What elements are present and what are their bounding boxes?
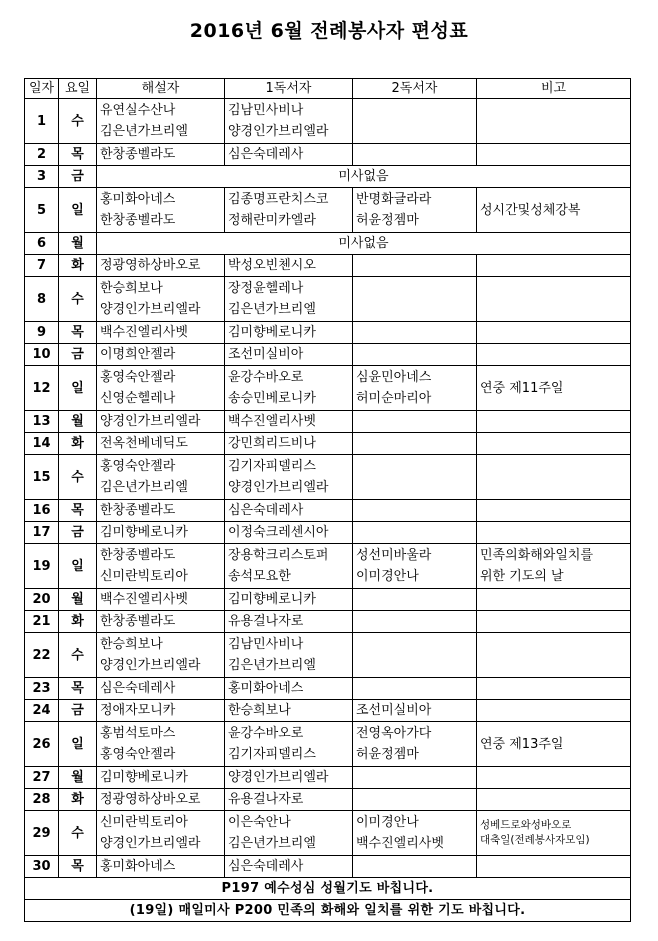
reader-1-cell bbox=[225, 500, 353, 522]
date-cell: 14 bbox=[25, 433, 59, 455]
weekday-cell: 수 bbox=[59, 277, 97, 322]
footer-row-1 bbox=[25, 878, 631, 900]
reader-1-cell bbox=[225, 433, 353, 455]
reader-1-cell bbox=[225, 144, 353, 166]
name-line: 홍미화아네스 bbox=[100, 859, 176, 874]
table-row bbox=[25, 166, 631, 188]
weekday-cell: 화 bbox=[59, 433, 97, 455]
name-line: 송승민베로니카 bbox=[228, 391, 316, 406]
name-line: 한창종벨라도 bbox=[100, 503, 176, 518]
remarks-cell bbox=[477, 522, 631, 544]
commentator-cell bbox=[97, 789, 225, 811]
date-cell: 22 bbox=[25, 633, 59, 678]
weekday-cell: 월 bbox=[59, 767, 97, 789]
table-row bbox=[25, 255, 631, 277]
name-line: 유용걸나자로 bbox=[228, 792, 304, 807]
reader-2-cell bbox=[353, 633, 477, 678]
date-cell: 5 bbox=[25, 188, 59, 233]
name-line: 한승희보나 bbox=[100, 281, 163, 296]
table-row bbox=[25, 789, 631, 811]
name-line: 윤강수바오로 bbox=[228, 726, 304, 741]
reader-1-cell bbox=[225, 455, 353, 500]
date-cell: 2 bbox=[25, 144, 59, 166]
remarks-cell bbox=[477, 455, 631, 500]
reader-1-cell bbox=[225, 344, 353, 366]
name-line: 전영옥아가다 bbox=[356, 726, 432, 741]
name-line: 홍미화아네스 bbox=[228, 681, 304, 696]
remarks-cell bbox=[477, 678, 631, 700]
remarks-cell bbox=[477, 500, 631, 522]
name-line: 한승희보나 bbox=[228, 703, 291, 718]
name-line: 장정윤헬레나 bbox=[228, 281, 304, 296]
table-row bbox=[25, 99, 631, 144]
date-cell: 3 bbox=[25, 166, 59, 188]
weekday-cell: 월 bbox=[59, 589, 97, 611]
name-line: 윤강수바오로 bbox=[228, 370, 304, 385]
reader-2-cell bbox=[353, 811, 477, 856]
date-cell: 26 bbox=[25, 722, 59, 767]
commentator-cell bbox=[97, 255, 225, 277]
reader-1-cell bbox=[225, 188, 353, 233]
remarks-cell bbox=[477, 789, 631, 811]
table-row bbox=[25, 522, 631, 544]
reader-2-cell bbox=[353, 144, 477, 166]
commentator-cell bbox=[97, 99, 225, 144]
remarks-cell bbox=[477, 144, 631, 166]
reader-1-cell bbox=[225, 722, 353, 767]
reader-2-cell bbox=[353, 589, 477, 611]
table-row bbox=[25, 411, 631, 433]
table-row bbox=[25, 633, 631, 678]
name-line: 심은숙데레사 bbox=[228, 859, 304, 874]
name-line: 김은년가브리엘 bbox=[100, 124, 188, 139]
name-line: 정광영하상바오로 bbox=[100, 792, 201, 807]
reader-1-cell bbox=[225, 633, 353, 678]
date-cell: 28 bbox=[25, 789, 59, 811]
reader-2-cell bbox=[353, 433, 477, 455]
remarks-cell bbox=[477, 856, 631, 878]
remarks-cell bbox=[477, 99, 631, 144]
name-line: 김미향베로니카 bbox=[228, 325, 316, 340]
name-line: 김미향베로니카 bbox=[228, 592, 316, 607]
reader-2-cell bbox=[353, 322, 477, 344]
name-line: 허미순마리아 bbox=[356, 391, 432, 406]
table-row bbox=[25, 767, 631, 789]
name-line: 강민희리드비나 bbox=[228, 436, 316, 451]
header-remarks: 비고 bbox=[477, 79, 631, 99]
name-line: 전옥천베네딕도 bbox=[100, 436, 188, 451]
name-line: 심은숙데레사 bbox=[228, 147, 304, 162]
name-line: 신미란빅토리아 bbox=[100, 815, 188, 830]
footer-row-2 bbox=[25, 900, 631, 922]
commentator-cell bbox=[97, 277, 225, 322]
commentator-cell bbox=[97, 767, 225, 789]
name-line: 이명희안젤라 bbox=[100, 347, 176, 362]
name-line: 백수진엘리사벳 bbox=[100, 325, 188, 340]
name-line: 김남민사비나 bbox=[228, 103, 304, 118]
name-line: 백수진엘리사벳 bbox=[228, 414, 316, 429]
name-line: 홍영숙안젤라 bbox=[100, 747, 176, 762]
remarks-cell bbox=[477, 700, 631, 722]
name-line: 양경인가브리엘라 bbox=[228, 480, 329, 495]
table-row bbox=[25, 589, 631, 611]
name-line: 정광영하상바오로 bbox=[100, 258, 201, 273]
header-weekday: 요일 bbox=[59, 79, 97, 99]
remark-line: 위한 기도의 날 bbox=[480, 569, 564, 584]
name-line: 조선미실비아 bbox=[228, 347, 304, 362]
name-line: 홍영숙안젤라 bbox=[100, 459, 176, 474]
table-row bbox=[25, 856, 631, 878]
weekday-cell: 화 bbox=[59, 255, 97, 277]
weekday-cell: 목 bbox=[59, 856, 97, 878]
reader-1-cell bbox=[225, 255, 353, 277]
commentator-cell bbox=[97, 611, 225, 633]
reader-2-cell bbox=[353, 722, 477, 767]
date-cell: 17 bbox=[25, 522, 59, 544]
remarks-cell bbox=[477, 188, 631, 233]
name-line: 정해란미카엘라 bbox=[228, 213, 316, 228]
remarks-cell bbox=[477, 344, 631, 366]
name-line: 신영순헬레나 bbox=[100, 391, 176, 406]
name-line: 반명화글라라 bbox=[356, 192, 432, 207]
weekday-cell: 일 bbox=[59, 188, 97, 233]
remark-line: 성시간및성체강복 bbox=[480, 202, 581, 218]
name-line: 김미향베로니카 bbox=[100, 525, 188, 540]
name-line: 한창종벨라도 bbox=[100, 548, 176, 563]
commentator-cell bbox=[97, 522, 225, 544]
no-mass-cell: 미사없음 bbox=[97, 233, 631, 255]
remarks-cell bbox=[477, 255, 631, 277]
name-line: 이미경안나 bbox=[356, 569, 419, 584]
date-cell: 23 bbox=[25, 678, 59, 700]
date-cell: 9 bbox=[25, 322, 59, 344]
commentator-cell bbox=[97, 366, 225, 411]
name-line: 허윤정젬마 bbox=[356, 213, 419, 228]
remarks-cell bbox=[477, 433, 631, 455]
name-line: 심윤민아네스 bbox=[356, 370, 432, 385]
weekday-cell: 수 bbox=[59, 99, 97, 144]
commentator-cell bbox=[97, 633, 225, 678]
remarks-cell bbox=[477, 722, 631, 767]
remarks-cell bbox=[477, 589, 631, 611]
reader-1-cell bbox=[225, 366, 353, 411]
reader-1-cell bbox=[225, 700, 353, 722]
table-row bbox=[25, 611, 631, 633]
weekday-cell: 금 bbox=[59, 522, 97, 544]
reader-1-cell bbox=[225, 789, 353, 811]
name-line: 김기자피델리스 bbox=[228, 459, 316, 474]
name-line: 홍범석토마스 bbox=[100, 726, 176, 741]
table-row bbox=[25, 322, 631, 344]
remarks-cell bbox=[477, 811, 631, 856]
name-line: 양경인가브리엘라 bbox=[100, 658, 201, 673]
table-row bbox=[25, 277, 631, 322]
weekday-cell: 월 bbox=[59, 233, 97, 255]
date-cell: 16 bbox=[25, 500, 59, 522]
table-row bbox=[25, 700, 631, 722]
table-row bbox=[25, 188, 631, 233]
weekday-cell: 수 bbox=[59, 455, 97, 500]
commentator-cell bbox=[97, 589, 225, 611]
reader-2-cell bbox=[353, 366, 477, 411]
name-line: 양경인가브리엘라 bbox=[228, 124, 329, 139]
table-row bbox=[25, 811, 631, 856]
name-line: 성선미바울라 bbox=[356, 548, 432, 563]
name-line: 김은년가브리엘 bbox=[100, 480, 188, 495]
remark-line: 대축일(전례봉사자모임) bbox=[480, 834, 590, 846]
name-line: 송석모요한 bbox=[228, 569, 291, 584]
table-row bbox=[25, 233, 631, 255]
name-line: 백수진엘리사벳 bbox=[100, 592, 188, 607]
date-cell: 24 bbox=[25, 700, 59, 722]
table-row bbox=[25, 500, 631, 522]
header-commentator: 해설자 bbox=[97, 79, 225, 99]
name-line: 박성오빈첸시오 bbox=[228, 258, 316, 273]
date-cell: 1 bbox=[25, 99, 59, 144]
name-line: 김은년가브리엘 bbox=[228, 302, 316, 317]
date-cell: 12 bbox=[25, 366, 59, 411]
remark-line: 민족의화해와일치를 bbox=[480, 548, 594, 563]
commentator-cell bbox=[97, 500, 225, 522]
reader-1-cell bbox=[225, 277, 353, 322]
reader-1-cell bbox=[225, 99, 353, 144]
date-cell: 15 bbox=[25, 455, 59, 500]
name-line: 김종명프란치스코 bbox=[228, 192, 329, 207]
reader-1-cell bbox=[225, 522, 353, 544]
name-line: 김은년가브리엘 bbox=[228, 658, 316, 673]
commentator-cell bbox=[97, 856, 225, 878]
no-mass-cell: 미사없음 bbox=[97, 166, 631, 188]
table-row bbox=[25, 344, 631, 366]
remarks-cell bbox=[477, 322, 631, 344]
weekday-cell: 목 bbox=[59, 144, 97, 166]
name-line: 한창종벨라도 bbox=[100, 147, 176, 162]
commentator-cell bbox=[97, 188, 225, 233]
commentator-cell bbox=[97, 433, 225, 455]
date-cell: 7 bbox=[25, 255, 59, 277]
table-row bbox=[25, 678, 631, 700]
schedule-table bbox=[24, 78, 631, 922]
remarks-cell bbox=[477, 411, 631, 433]
date-cell: 27 bbox=[25, 767, 59, 789]
date-cell: 19 bbox=[25, 544, 59, 589]
name-line: 심은숙데레사 bbox=[228, 503, 304, 518]
remark-line: 연중 제11주일 bbox=[480, 380, 564, 396]
name-line: 심은숙데레사 bbox=[100, 681, 176, 696]
date-cell: 20 bbox=[25, 589, 59, 611]
name-line: 허윤정젬마 bbox=[356, 747, 419, 762]
weekday-cell: 금 bbox=[59, 344, 97, 366]
header-reader-1: 1독서자 bbox=[225, 79, 353, 99]
table-row bbox=[25, 722, 631, 767]
remarks-cell bbox=[477, 611, 631, 633]
name-line: 양경인가브리엘라 bbox=[100, 414, 201, 429]
commentator-cell bbox=[97, 722, 225, 767]
header-date: 일자 bbox=[25, 79, 59, 99]
reader-1-cell bbox=[225, 856, 353, 878]
date-cell: 29 bbox=[25, 811, 59, 856]
reader-2-cell bbox=[353, 544, 477, 589]
reader-1-cell bbox=[225, 811, 353, 856]
weekday-cell: 목 bbox=[59, 322, 97, 344]
weekday-cell: 일 bbox=[59, 722, 97, 767]
name-line: 한창종벨라도 bbox=[100, 614, 176, 629]
weekday-cell: 금 bbox=[59, 166, 97, 188]
commentator-cell bbox=[97, 811, 225, 856]
remarks-cell bbox=[477, 277, 631, 322]
reader-2-cell bbox=[353, 522, 477, 544]
name-line: 한승희보나 bbox=[100, 637, 163, 652]
date-cell: 10 bbox=[25, 344, 59, 366]
remark-line: 연중 제13주일 bbox=[480, 736, 564, 752]
name-line: 김미향베로니카 bbox=[100, 770, 188, 785]
name-line: 조선미실비아 bbox=[356, 703, 432, 718]
reader-1-cell bbox=[225, 767, 353, 789]
name-line: 김남민사비나 bbox=[228, 637, 304, 652]
date-cell: 30 bbox=[25, 856, 59, 878]
reader-1-cell bbox=[225, 589, 353, 611]
commentator-cell bbox=[97, 322, 225, 344]
table-row bbox=[25, 366, 631, 411]
weekday-cell: 수 bbox=[59, 633, 97, 678]
reader-1-cell bbox=[225, 611, 353, 633]
name-line: 양경인가브리엘라 bbox=[100, 836, 201, 851]
reader-2-cell bbox=[353, 411, 477, 433]
reader-2-cell bbox=[353, 767, 477, 789]
weekday-cell: 월 bbox=[59, 411, 97, 433]
header-row bbox=[25, 79, 631, 99]
name-line: 김은년가브리엘 bbox=[228, 836, 316, 851]
commentator-cell bbox=[97, 344, 225, 366]
reader-2-cell bbox=[353, 344, 477, 366]
name-line: 이미경안나 bbox=[356, 815, 419, 830]
reader-2-cell bbox=[353, 678, 477, 700]
table-row bbox=[25, 144, 631, 166]
commentator-cell bbox=[97, 544, 225, 589]
name-line: 홍영숙안젤라 bbox=[100, 370, 176, 385]
table-row bbox=[25, 433, 631, 455]
reader-1-cell bbox=[225, 411, 353, 433]
reader-2-cell bbox=[353, 700, 477, 722]
name-line: 유용걸나자로 bbox=[228, 614, 304, 629]
remarks-cell bbox=[477, 633, 631, 678]
date-cell: 13 bbox=[25, 411, 59, 433]
weekday-cell: 금 bbox=[59, 700, 97, 722]
name-line: 정애자모니카 bbox=[100, 703, 176, 718]
weekday-cell: 목 bbox=[59, 500, 97, 522]
weekday-cell: 일 bbox=[59, 366, 97, 411]
weekday-cell: 화 bbox=[59, 611, 97, 633]
reader-2-cell bbox=[353, 856, 477, 878]
reader-1-cell bbox=[225, 544, 353, 589]
name-line: 양경인가브리엘라 bbox=[100, 302, 201, 317]
table-row bbox=[25, 455, 631, 500]
reader-2-cell bbox=[353, 789, 477, 811]
header-reader-2: 2독서자 bbox=[353, 79, 477, 99]
name-line: 유연실수산나 bbox=[100, 103, 176, 118]
commentator-cell bbox=[97, 700, 225, 722]
name-line: 장용학크리스토퍼 bbox=[228, 548, 329, 563]
remark-line: 성베드로와성바오로 bbox=[480, 819, 572, 831]
commentator-cell bbox=[97, 411, 225, 433]
name-line: 홍미화아네스 bbox=[100, 192, 176, 207]
table-row bbox=[25, 544, 631, 589]
reader-2-cell bbox=[353, 255, 477, 277]
remarks-cell bbox=[477, 767, 631, 789]
name-line: 이은숙안나 bbox=[228, 815, 291, 830]
footer-note-1: P197 예수성심 성월기도 바칩니다. bbox=[25, 878, 631, 900]
name-line: 이정숙크레센시아 bbox=[228, 525, 329, 540]
name-line: 한창종벨라도 bbox=[100, 213, 176, 228]
name-line: 김기자피델리스 bbox=[228, 747, 316, 762]
reader-2-cell bbox=[353, 277, 477, 322]
remarks-cell bbox=[477, 366, 631, 411]
remarks-cell bbox=[477, 544, 631, 589]
commentator-cell bbox=[97, 678, 225, 700]
reader-1-cell bbox=[225, 678, 353, 700]
name-line: 신미란빅토리아 bbox=[100, 569, 188, 584]
weekday-cell: 목 bbox=[59, 678, 97, 700]
reader-2-cell bbox=[353, 99, 477, 144]
name-line: 백수진엘리사벳 bbox=[356, 836, 444, 851]
weekday-cell: 일 bbox=[59, 544, 97, 589]
commentator-cell bbox=[97, 455, 225, 500]
reader-1-cell bbox=[225, 322, 353, 344]
commentator-cell bbox=[97, 144, 225, 166]
weekday-cell: 화 bbox=[59, 789, 97, 811]
page-title: 2016년 6월 전례봉사자 편성표 bbox=[189, 20, 469, 42]
reader-2-cell bbox=[353, 500, 477, 522]
date-cell: 21 bbox=[25, 611, 59, 633]
schedule-body bbox=[25, 99, 631, 878]
reader-2-cell bbox=[353, 188, 477, 233]
reader-2-cell bbox=[353, 455, 477, 500]
date-cell: 8 bbox=[25, 277, 59, 322]
footer-note-2: (19일) 매일미사 P200 민족의 화해와 일치를 위한 기도 바칩니다. bbox=[25, 900, 631, 922]
name-line: 양경인가브리엘라 bbox=[228, 770, 329, 785]
date-cell: 6 bbox=[25, 233, 59, 255]
weekday-cell: 수 bbox=[59, 811, 97, 856]
reader-2-cell bbox=[353, 611, 477, 633]
